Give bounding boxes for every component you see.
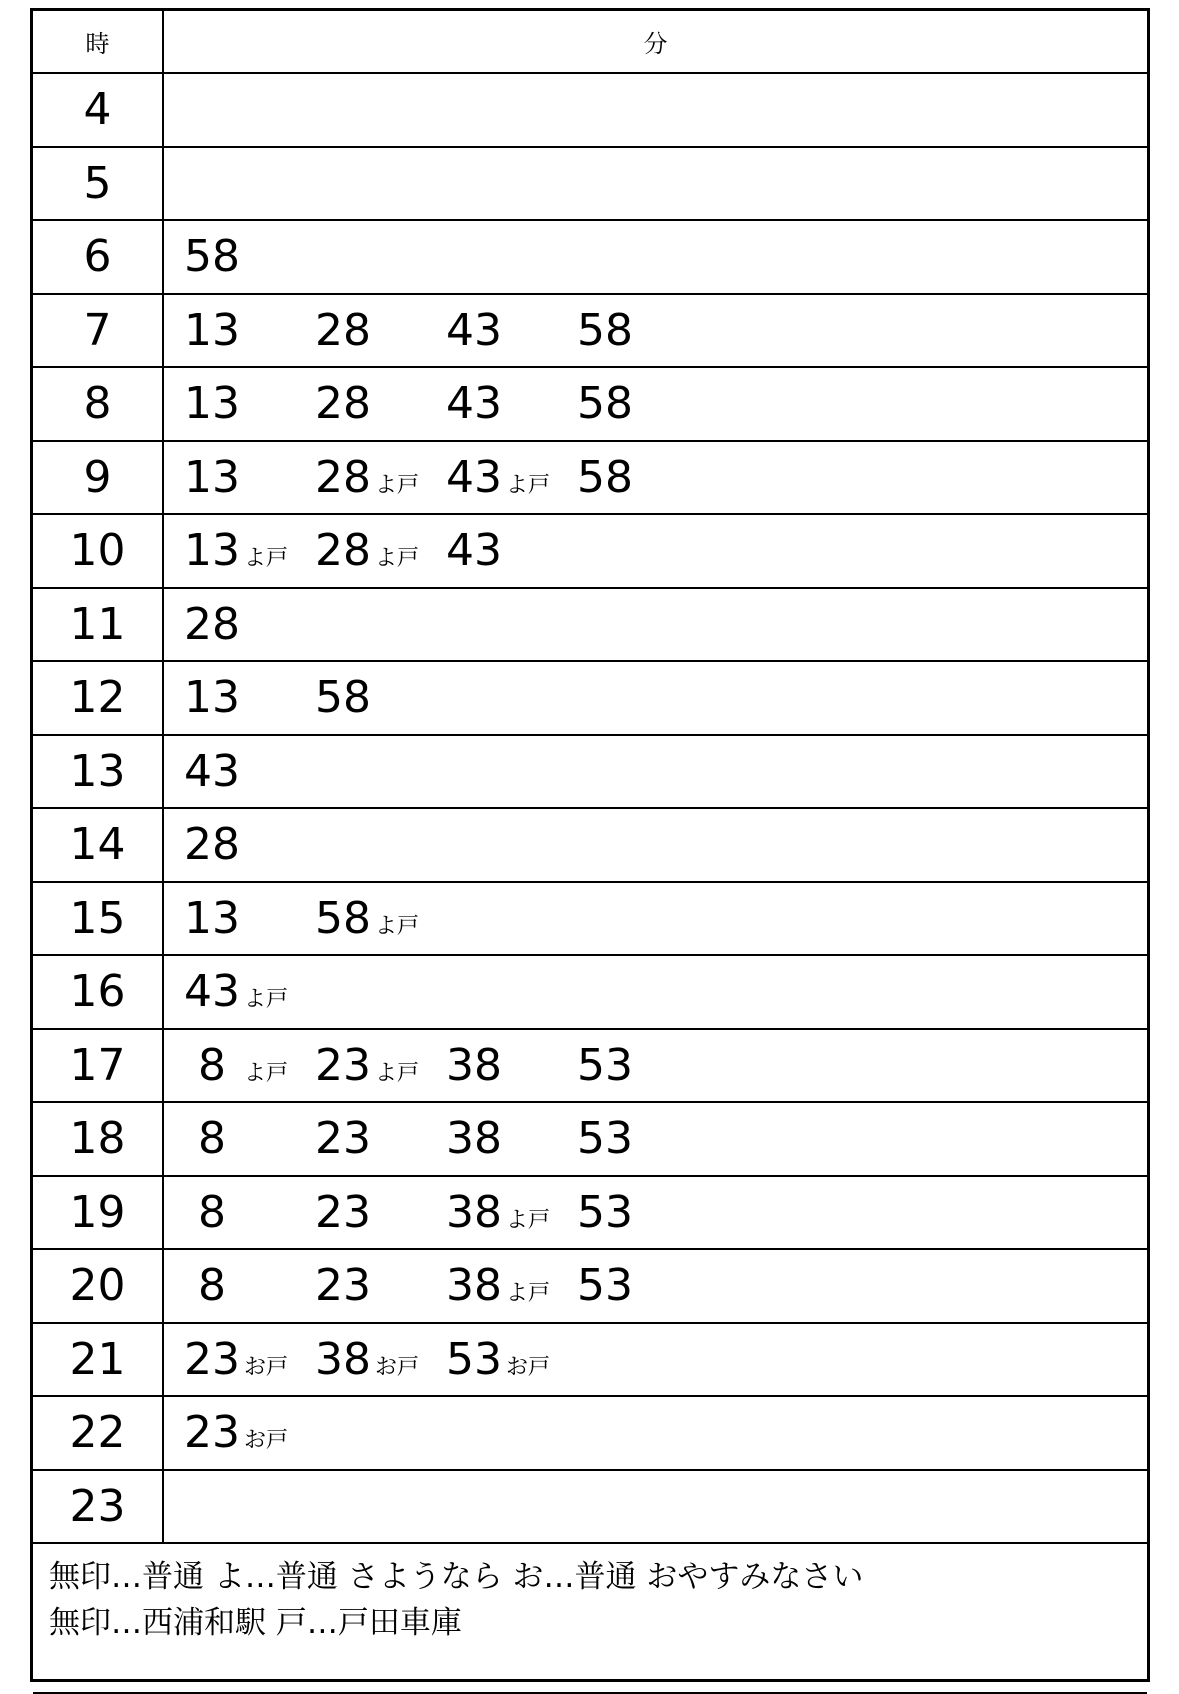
- legend: [33, 1543, 1147, 1693]
- timetable-sheet: [30, 8, 1150, 1682]
- departure-minute: 53: [577, 1113, 633, 1165]
- hour-cell: 20: [33, 1249, 163, 1323]
- departure: [575, 1113, 706, 1164]
- departure-mark: よ戸: [244, 1060, 289, 1086]
- departure: [182, 966, 313, 1017]
- departure-minute: 43: [446, 304, 502, 356]
- departure-minute: 58: [184, 231, 240, 283]
- hour-row: [33, 808, 1147, 882]
- departure-mark: よ戸: [375, 472, 420, 498]
- departure: [313, 1040, 444, 1091]
- departure: [182, 305, 313, 356]
- departure-minute: 13: [184, 892, 240, 944]
- hour-row: [33, 588, 1147, 662]
- departure: [182, 893, 313, 944]
- departure: [182, 672, 313, 723]
- minutes-cell: [163, 441, 1147, 515]
- departure: [182, 378, 313, 429]
- hour-row: [33, 73, 1147, 147]
- departure-mark: よ戸: [244, 987, 289, 1013]
- hour-cell: 15: [33, 882, 163, 956]
- departure-mark: よ戸: [506, 472, 551, 498]
- minutes-cell: [163, 220, 1147, 294]
- hour-row: [33, 367, 1147, 441]
- departure-minute: 23: [315, 1186, 371, 1238]
- hour-row: [33, 1249, 1147, 1323]
- minutes-cell: [163, 367, 1147, 441]
- minutes-cell: [163, 73, 1147, 147]
- departure-mark: お戸: [506, 1354, 551, 1380]
- hour-cell: 11: [33, 588, 163, 662]
- hour-row: [33, 441, 1147, 515]
- departure-minute: 23: [315, 1113, 371, 1165]
- hour-row: [33, 1176, 1147, 1250]
- hour-cell: 7: [33, 294, 163, 368]
- minutes-cell: [163, 661, 1147, 735]
- departure: [182, 452, 313, 503]
- hour-row: [33, 1029, 1147, 1103]
- departure: [313, 378, 444, 429]
- departure-mark: よ戸: [506, 1207, 551, 1233]
- departure-minute: 8: [198, 1186, 226, 1238]
- header-row: [33, 11, 1147, 73]
- departure: [182, 1334, 313, 1385]
- hour-row: [33, 294, 1147, 368]
- departure-minute: 38: [446, 1186, 502, 1238]
- hour-row: [33, 514, 1147, 588]
- departure: [444, 1260, 575, 1311]
- hour-cell: 16: [33, 955, 163, 1029]
- departure-minute: 23: [315, 1039, 371, 1091]
- departure-minute: 13: [184, 378, 240, 430]
- minutes-cell: [163, 147, 1147, 221]
- departure-minute: 43: [446, 525, 502, 577]
- departure: [182, 231, 313, 282]
- hour-cell: 8: [33, 367, 163, 441]
- departure: [575, 452, 706, 503]
- departure: [313, 672, 444, 723]
- departure: [182, 525, 313, 576]
- hour-cell: 19: [33, 1176, 163, 1250]
- timetable: [33, 11, 1147, 1694]
- departure: [182, 1113, 313, 1164]
- hour-row: [33, 661, 1147, 735]
- departure-minute: 13: [184, 672, 240, 724]
- departure-minute: 13: [184, 304, 240, 356]
- departure-minute: 43: [184, 966, 240, 1018]
- departure-mark: よ戸: [244, 546, 289, 572]
- hour-row: [33, 735, 1147, 809]
- legend-line-type: 無印…普通 よ…普通 さようなら お…普通 おやすみなさい: [49, 1559, 864, 1595]
- minutes-cell: [163, 294, 1147, 368]
- departure-minute: 8: [198, 1260, 226, 1312]
- departure: [313, 1113, 444, 1164]
- departure-minute: 58: [315, 892, 371, 944]
- departure: [575, 1187, 706, 1238]
- departure: [444, 1334, 575, 1385]
- hour-cell: 9: [33, 441, 163, 515]
- hour-cell: 14: [33, 808, 163, 882]
- departure: [182, 599, 313, 650]
- departure-minute: 28: [184, 598, 240, 650]
- departure-minute: 13: [184, 451, 240, 503]
- departure-minute: 13: [184, 525, 240, 577]
- departure-minute: 53: [446, 1333, 502, 1385]
- hour-row: [33, 1102, 1147, 1176]
- hour-cell: 22: [33, 1396, 163, 1470]
- departure: [182, 1187, 313, 1238]
- departure: [444, 378, 575, 429]
- departure: [313, 305, 444, 356]
- legend-line-destination: 無印…西浦和駅 戸…戸田車庫: [49, 1605, 462, 1641]
- hour-row: [33, 955, 1147, 1029]
- departure: [313, 1187, 444, 1238]
- departure-minute: 58: [577, 304, 633, 356]
- hour-cell: 17: [33, 1029, 163, 1103]
- minutes-cell: [163, 1396, 1147, 1470]
- departure-minute: 8: [198, 1039, 226, 1091]
- hour-cell: 12: [33, 661, 163, 735]
- minutes-cell: [163, 1029, 1147, 1103]
- minutes-cell: [163, 1470, 1147, 1544]
- legend-row: [33, 1543, 1147, 1693]
- departure: [313, 893, 444, 944]
- departure: [182, 746, 313, 797]
- departure: [182, 1260, 313, 1311]
- departure: [444, 1113, 575, 1164]
- departure-minute: 38: [315, 1333, 371, 1385]
- departure-minute: 23: [184, 1407, 240, 1459]
- hour-cell: 5: [33, 147, 163, 221]
- minutes-cell: [163, 1323, 1147, 1397]
- departure-mark: よ戸: [375, 913, 420, 939]
- departure-mark: お戸: [244, 1354, 289, 1380]
- departure: [182, 1040, 313, 1091]
- hour-cell: 18: [33, 1102, 163, 1176]
- departure-minute: 28: [315, 451, 371, 503]
- departure: [444, 1040, 575, 1091]
- departure: [313, 525, 444, 576]
- departure-minute: 38: [446, 1113, 502, 1165]
- departure-minute: 23: [315, 1260, 371, 1312]
- hour-cell: 6: [33, 220, 163, 294]
- departure-minute: 43: [446, 451, 502, 503]
- departure-minute: 28: [184, 819, 240, 871]
- departure-minute: 58: [315, 672, 371, 724]
- departure-minute: 43: [184, 745, 240, 797]
- hour-cell: 13: [33, 735, 163, 809]
- hour-cell: 21: [33, 1323, 163, 1397]
- hour-row: [33, 882, 1147, 956]
- minutes-cell: [163, 514, 1147, 588]
- departure: [575, 378, 706, 429]
- hour-cell: 4: [33, 73, 163, 147]
- minutes-cell: [163, 1176, 1147, 1250]
- minute-column-header: 分: [163, 11, 1147, 73]
- departure: [575, 305, 706, 356]
- departure: [313, 452, 444, 503]
- minutes-cell: [163, 808, 1147, 882]
- departure-mark: よ戸: [506, 1281, 551, 1307]
- departure-mark: お戸: [244, 1428, 289, 1454]
- departure-minute: 58: [577, 451, 633, 503]
- departure: [313, 1334, 444, 1385]
- departure-minute: 53: [577, 1039, 633, 1091]
- minutes-cell: [163, 882, 1147, 956]
- minutes-cell: [163, 588, 1147, 662]
- departure-minute: 53: [577, 1186, 633, 1238]
- minutes-cell: [163, 735, 1147, 809]
- hour-row: [33, 1323, 1147, 1397]
- departure-minute: 28: [315, 525, 371, 577]
- departure-minute: 28: [315, 304, 371, 356]
- departure: [575, 1260, 706, 1311]
- departure: [313, 1260, 444, 1311]
- departure-minute: 23: [184, 1333, 240, 1385]
- departure-mark: お戸: [375, 1354, 420, 1380]
- departure-minute: 58: [577, 378, 633, 430]
- departure: [182, 1407, 313, 1458]
- hour-row: [33, 147, 1147, 221]
- hour-cell: 10: [33, 514, 163, 588]
- hour-row: [33, 220, 1147, 294]
- departure: [444, 1187, 575, 1238]
- hour-cell: 23: [33, 1470, 163, 1544]
- departure: [444, 452, 575, 503]
- hour-column-header: 時: [33, 11, 163, 73]
- departure: [444, 305, 575, 356]
- departure: [182, 819, 313, 870]
- departure-mark: よ戸: [375, 546, 420, 572]
- minutes-cell: [163, 955, 1147, 1029]
- hour-row: [33, 1396, 1147, 1470]
- departure-minute: 8: [198, 1113, 226, 1165]
- minutes-cell: [163, 1249, 1147, 1323]
- departure-mark: よ戸: [375, 1060, 420, 1086]
- departure-minute: 53: [577, 1260, 633, 1312]
- hour-row: [33, 1470, 1147, 1544]
- departure-minute: 38: [446, 1039, 502, 1091]
- departure-minute: 38: [446, 1260, 502, 1312]
- departure-minute: 28: [315, 378, 371, 430]
- departure: [575, 1040, 706, 1091]
- departure: [444, 525, 575, 576]
- minutes-cell: [163, 1102, 1147, 1176]
- departure-minute: 43: [446, 378, 502, 430]
